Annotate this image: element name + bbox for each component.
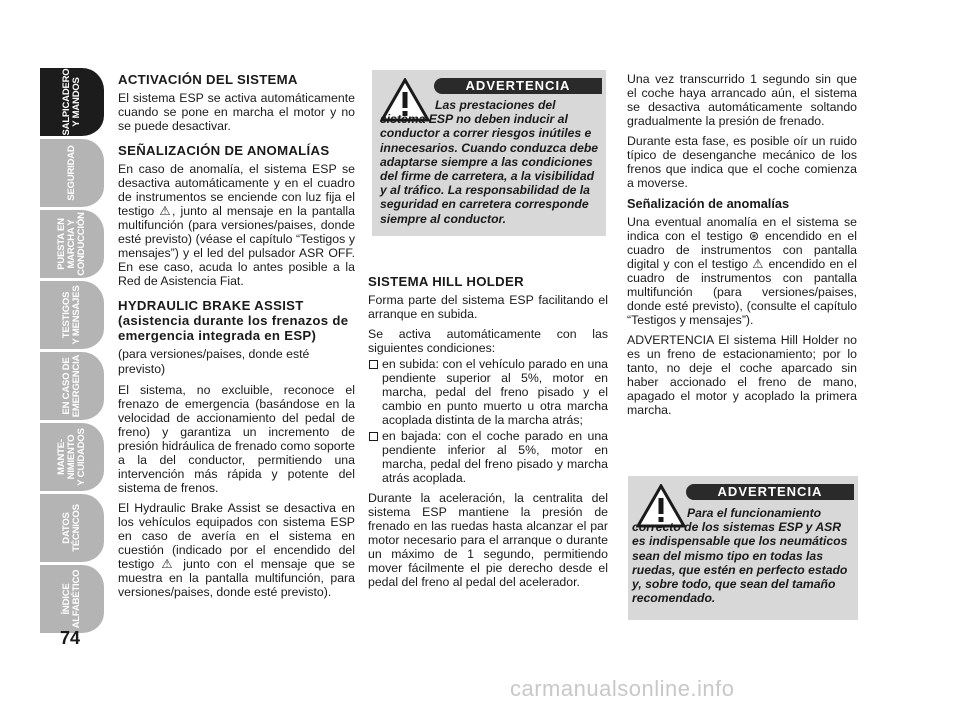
tab-testigos-y-mensajes[interactable]: TESTIGOS Y MENSAJES bbox=[40, 281, 104, 351]
heading-hill-holder: SISTEMA HILL HOLDER bbox=[368, 274, 524, 289]
paragraph: En caso de anomalía, el sistema ESP se desactiva automáticamente y en el cuadro de instrumentos se enciende con luz fija el testigo ⚠, junto al mensaje en la pantalla multifunción (para versiones/paises, donde esté previsto) (véase el capítulo “Testigos y mensajes”) y el led del pulsador ASR OFF. En ese caso, acuda lo antes posible a la Red de Asistencia Fiat. bbox=[118, 162, 355, 288]
subheading-versions: (para versiones/paises, donde esté previsto) bbox=[118, 347, 310, 376]
paragraph: Forma parte del sistema ESP facilitando el arranque en subida. bbox=[368, 293, 608, 321]
tab-puesta-en-marcha[interactable]: PUESTA EN MARCHA Y CONDUCCIÓN bbox=[40, 210, 104, 280]
heading-hydraulic-brake-assist: HYDRAULIC BRAKE ASSIST (asistencia durante los frenazos de emergencia integrada en ESP) bbox=[118, 298, 349, 343]
warning-text: Para el funcionamiento correcto de los sistemas ESP y ASR es indispensable que los neumáticos sean del mismo tipo en todas las ruedas, que estén en perfecto estado y, sobre todo, que sean del tamaño recomendado. bbox=[632, 506, 848, 606]
heading-senalizacion-anomalias: Señalización de anomalías bbox=[627, 196, 790, 211]
tab-salpicadero-y-mandos[interactable]: SALPICADERO Y MANDOS bbox=[40, 68, 104, 138]
tab-en-caso-de-emergencia[interactable]: EN CASO DE EMERGENCIA bbox=[40, 352, 104, 422]
column-left bbox=[118, 72, 355, 605]
tab-seguridad[interactable]: SEGURIDAD bbox=[40, 139, 104, 209]
paragraph: Una vez transcurrido 1 segundo sin que el coche haya arrancado aún, el sistema se desactiva automáticamente soltando gradualmente la presión de frenado. bbox=[627, 72, 857, 128]
warning-box-tyres bbox=[628, 476, 858, 620]
page-number: 74 bbox=[60, 628, 81, 648]
column-middle bbox=[368, 274, 608, 595]
warning-banner: ADVERTENCIA bbox=[434, 78, 602, 94]
paragraph: Durante la aceleración, la centralita del sistema ESP mantiene la presión de frenado en las ruedas hasta alcanzar el par motor necesario para el arranque o durante un máximo de 1 segundo, permitiendo mover fácilmente el pie derecho desde el pedal del freno al pedal del acelerador. bbox=[368, 491, 608, 589]
tab-datos-tecnicos[interactable]: DATOS TÉCNICOS bbox=[40, 494, 104, 564]
paragraph: El Hydraulic Brake Assist se desactiva en los vehículos equipados con sistema ESP en caso de avería en el sistema en cuestión (indicado por el encendido del testigo ⚠ junto con el mensaje que se muestra en la pantalla multifunción, para versiones/paises, donde esté previsto). bbox=[118, 501, 355, 599]
bullet-item: en subida: con el vehículo parado en una pendiente superior al 5%, motor en marcha, pedal del freno pisado y el cambio en punto muerto u otra marcha acoplada distinta de la marcha atrás; bbox=[368, 357, 608, 427]
tab-mantenimiento[interactable]: MANTE- NIMIENTO Y CUIDADOS bbox=[40, 423, 104, 493]
column-right bbox=[627, 72, 857, 423]
tab-indice-alfabetico[interactable]: ÍNDICE ALFABÉTICO bbox=[40, 565, 104, 635]
paragraph: Una eventual anomalía en el sistema se indica con el testigo ⊛ encendido en el cuadro de instrumentos con pantalla digital y con el testigo ⚠ encendido en el cuadro de instrumentos con pantalla multifunción (para versiones/paises, donde esté previsto), (consulte el capítulo “Testigos y mensajes”). bbox=[627, 215, 857, 327]
warning-text: Las prestaciones del sistema ESP no deben inducir al conductor a correr riesgos inútiles e innecesarios. Cuando conduzca debe adaptarse siempre a las condiciones del firme de carretera, a la visibilidad y al tráfico. La responsabilidad de la seguridad en carretera corresponde siempre al conductor. bbox=[380, 98, 599, 226]
paragraph: El sistema, no excluible, reconoce el frenazo de emergencia (basándose en la velocidad de accionamiento del pedal de freno) y garantiza un incremento de presión hidráulica de frenado como soporte a la del conductor, permitiendo una intervención más rápida y potente del sistema de frenos. bbox=[118, 383, 355, 495]
paragraph: El sistema ESP se activa automáticamente cuando se pone en marcha el motor y no se puede desactivar. bbox=[118, 91, 355, 133]
heading-activacion: ACTIVACIÓN DEL SISTEMA bbox=[118, 72, 298, 87]
heading-senalizacion: SEÑALIZACIÓN DE ANOMALÍAS bbox=[118, 143, 330, 158]
watermark: carmanualsonline.info bbox=[510, 676, 735, 701]
paragraph: Durante esta fase, es posible oír un ruido típico de desenganche mecánico de los frenos que indica que el coche comienza a moverse. bbox=[627, 134, 857, 190]
chapter-tabs bbox=[40, 68, 104, 636]
paragraph: ADVERTENCIA El sistema Hill Holder no es un freno de estacionamiento; por lo tanto, no deje el coche aparcado sin haber accionado el freno de mano, apagado el motor y acoplado la primera marcha. bbox=[627, 333, 857, 417]
paragraph: Se activa automáticamente con las siguientes condiciones: bbox=[368, 327, 608, 355]
warning-banner: ADVERTENCIA bbox=[686, 484, 854, 500]
warning-box-esp bbox=[372, 70, 606, 236]
bullet-item: en bajada: con el coche parado en una pendiente inferior al 5%, motor en marcha, pedal del freno pisado y marcha atrás acoplada. bbox=[368, 429, 608, 485]
